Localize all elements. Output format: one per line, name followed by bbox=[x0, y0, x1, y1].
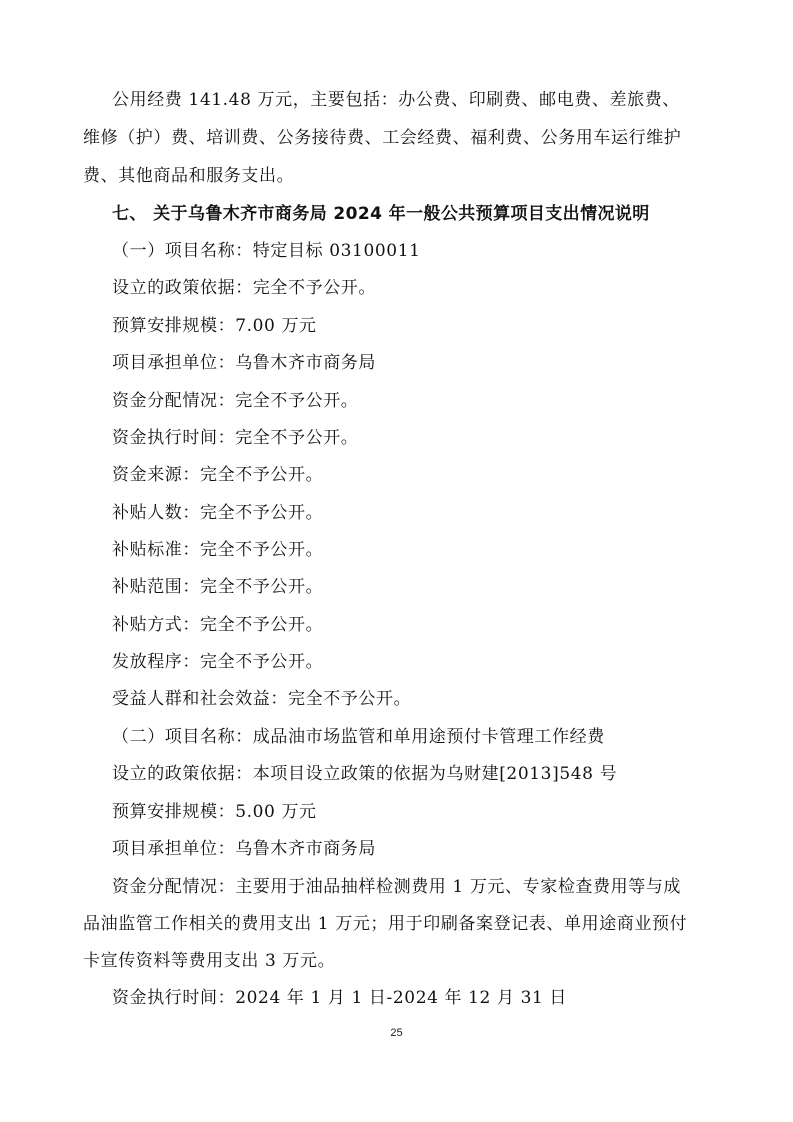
project-field: 资金分配情况：完全不予公开。 bbox=[112, 391, 359, 411]
project-field: 资金来源：完全不予公开。 bbox=[112, 465, 324, 485]
project-field: 补贴人数：完全不予公开。 bbox=[112, 503, 324, 523]
project-field: 设立的政策依据：完全不予公开。 bbox=[112, 278, 376, 298]
project-name: （二）项目名称：成品油市场监管和单用途预付卡管理工作经费 bbox=[112, 727, 605, 747]
project-field: 补贴标准：完全不予公开。 bbox=[112, 540, 324, 560]
project-field: 补贴范围：完全不予公开。 bbox=[112, 577, 324, 597]
project-field: 品油监管工作相关的费用支出 1 万元；用于印刷备案登记表、单用途商业预付 bbox=[83, 914, 688, 934]
section-heading: 七、 关于乌鲁木齐市商务局 2024 年一般公共预算项目支出情况说明 bbox=[112, 204, 650, 224]
project-field: 设立的政策依据：本项目设立政策的依据为乌财建[2013]548 号 bbox=[112, 764, 618, 784]
paragraph-text: 费、其他商品和服务支出。 bbox=[83, 166, 295, 186]
project-name: （一）项目名称：特定目标 03100011 bbox=[112, 241, 421, 261]
project-field: 补贴方式：完全不予公开。 bbox=[112, 615, 324, 635]
project-field: 资金执行时间：2024 年 1 月 1 日-2024 年 12 月 31 日 bbox=[112, 988, 568, 1008]
project-field: 项目承担单位：乌鲁木齐市商务局 bbox=[112, 353, 376, 373]
project-field: 资金执行时间：完全不予公开。 bbox=[112, 428, 359, 448]
project-field: 预算安排规模：7.00 万元 bbox=[112, 316, 317, 336]
paragraph-text: 维修（护）费、培训费、公务接待费、工会经费、福利费、公务用车运行维护 bbox=[83, 128, 682, 148]
project-field: 资金分配情况：主要用于油品抽样检测费用 1 万元、专家检查费用等与成 bbox=[112, 877, 682, 897]
page-number: 25 bbox=[390, 1027, 403, 1039]
project-field: 卡宣传资料等费用支出 3 万元。 bbox=[83, 951, 336, 971]
project-field: 预算安排规模：5.00 万元 bbox=[112, 802, 317, 822]
project-field: 项目承担单位：乌鲁木齐市商务局 bbox=[112, 839, 376, 859]
paragraph-text: 公用经费 141.48 万元，主要包括：办公费、印刷费、邮电费、差旅费、 bbox=[112, 90, 680, 110]
project-field: 发放程序：完全不予公开。 bbox=[112, 652, 324, 672]
project-field: 受益人群和社会效益：完全不予公开。 bbox=[112, 689, 412, 709]
